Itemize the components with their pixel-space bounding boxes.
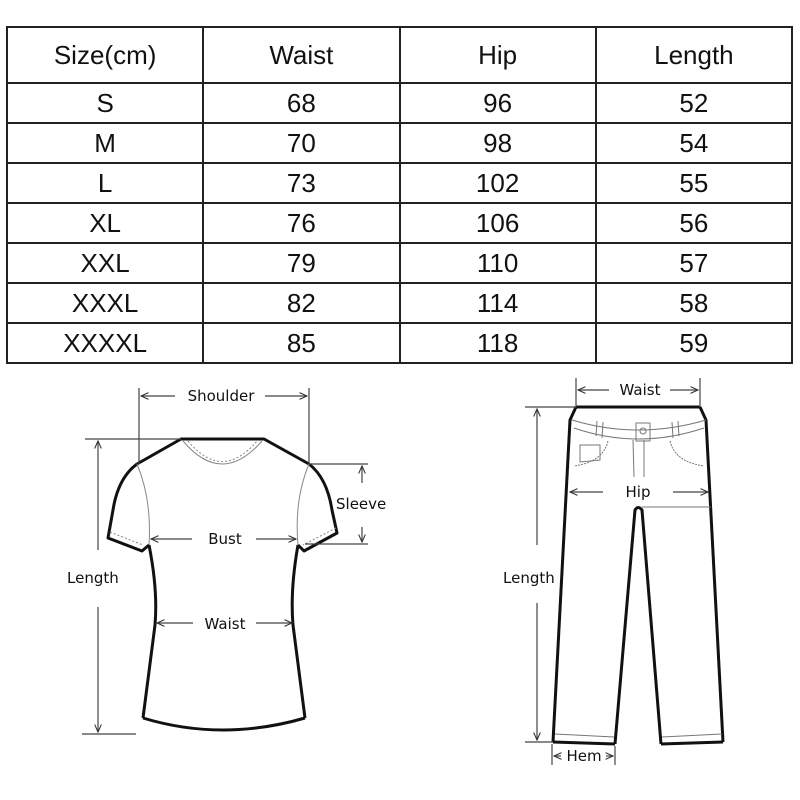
cell-length: 58 <box>596 283 792 323</box>
cell-waist: 70 <box>203 123 399 163</box>
header-size: Size(cm) <box>7 27 203 83</box>
pants-diagram <box>503 378 723 765</box>
cell-hip: 96 <box>400 83 596 123</box>
cell-size: XXL <box>7 243 203 283</box>
cell-length: 52 <box>596 83 792 123</box>
cell-length: 59 <box>596 323 792 363</box>
cell-hip: 106 <box>400 203 596 243</box>
tshirt-diagram <box>67 387 386 734</box>
cell-hip: 110 <box>400 243 596 283</box>
cell-length: 57 <box>596 243 792 283</box>
cell-waist: 82 <box>203 283 399 323</box>
cell-hip: 118 <box>400 323 596 363</box>
tshirt-bust-label: Bust <box>208 530 242 548</box>
header-hip: Hip <box>400 27 596 83</box>
cell-hip: 114 <box>400 283 596 323</box>
cell-waist: 79 <box>203 243 399 283</box>
pants-hip-label: Hip <box>625 483 651 501</box>
cell-length: 55 <box>596 163 792 203</box>
cell-length: 56 <box>596 203 792 243</box>
pants-outline-icon <box>553 407 723 744</box>
cell-size: XL <box>7 203 203 243</box>
cell-hip: 102 <box>400 163 596 203</box>
cell-size: M <box>7 123 203 163</box>
cell-size: S <box>7 83 203 123</box>
tshirt-shoulder-label: Shoulder <box>187 387 255 405</box>
tshirt-length-label: Length <box>67 569 119 587</box>
cell-size: L <box>7 163 203 203</box>
tshirt-waist-label: Waist <box>204 615 246 633</box>
cell-waist: 76 <box>203 203 399 243</box>
tshirt-sleeve-label: Sleeve <box>336 495 387 513</box>
pants-seams <box>555 420 722 737</box>
cell-size: XXXXL <box>7 323 203 363</box>
pants-hem-label: Hem <box>566 747 602 765</box>
header-length: Length <box>596 27 792 83</box>
cell-size: XXXL <box>7 283 203 323</box>
cell-length: 54 <box>596 123 792 163</box>
header-waist: Waist <box>203 27 399 83</box>
cell-hip: 98 <box>400 123 596 163</box>
cell-waist: 68 <box>203 83 399 123</box>
cell-waist: 73 <box>203 163 399 203</box>
pants-waist-label: Waist <box>619 381 661 399</box>
pants-length-label: Length <box>503 569 555 587</box>
cell-waist: 85 <box>203 323 399 363</box>
